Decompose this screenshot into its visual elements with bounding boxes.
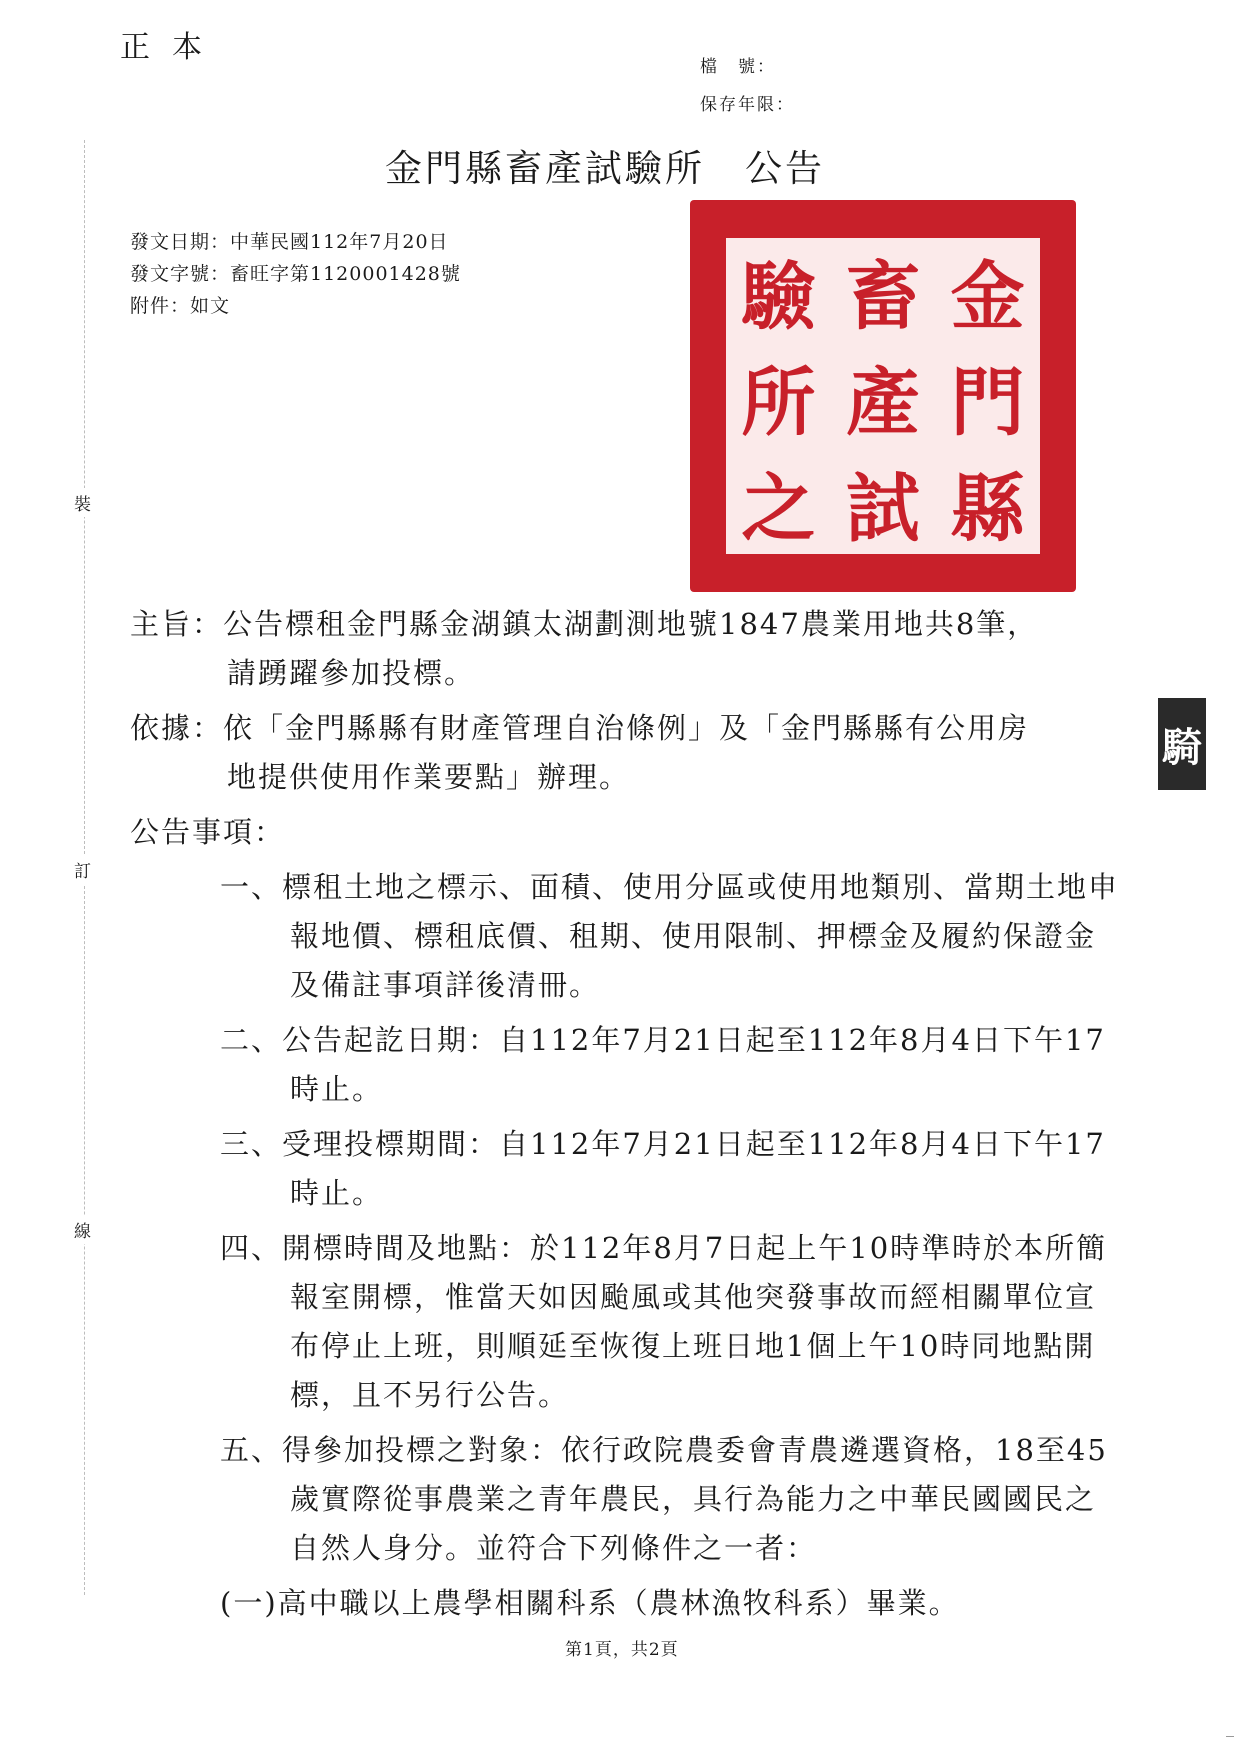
copy-type-label: 正本: [120, 30, 224, 65]
seal-char: 金: [950, 254, 1025, 340]
subject-line-1: 公告標租金門縣金湖鎮太湖劃測地號1847農業用地共8筆，: [223, 607, 1039, 641]
notice-body: [130, 600, 1120, 1628]
retention-period-label: 保存年限：: [700, 95, 795, 115]
seal-char: 畜: [846, 254, 920, 340]
seal-char: 產: [846, 360, 920, 446]
binding-mark: 線: [74, 1215, 91, 1244]
seal-char: 門: [950, 360, 1025, 446]
seal-char: 試: [846, 466, 920, 552]
notice-item: 五、得參加投標之對象：依行政院農委會青農遴選資格，18至45歲實際從事農業之青年農民，具行為能力之中華民國國民之自然人身分。並符合下列條件之一者：: [220, 1433, 1108, 1565]
binding-mark: 訂: [74, 855, 91, 884]
seal-char: 縣: [950, 466, 1025, 552]
basis-line-1: 依「金門縣縣有財產管理自治條例」及「金門縣縣有公用房: [223, 711, 1030, 745]
notice-item: 四、開標時間及地點：於112年8月7日起上午10時準時於本所簡報室開標，惟當天如因颱風或其他突發事故而經相關單位宣布停止上班，則順延至恢復上班日地1個上午10時同地點開標，且不另行公告。: [220, 1231, 1108, 1412]
seal-char: 所: [741, 360, 816, 446]
side-seal-stamp: 騎: [1158, 698, 1206, 790]
notice-sub-item: (一)高中職以上農學相關科系（農林漁牧科系）畢業。: [220, 1586, 960, 1620]
scan-corner-mark: [1226, 1736, 1234, 1737]
basis-line-2: 地提供使用作業要點」辦理。: [227, 760, 631, 794]
page-number-footer: 第1頁，共2頁: [565, 1640, 679, 1660]
notice-item: 三、受理投標期間：自112年7月21日起至112年8月4日下午17時止。: [220, 1127, 1106, 1210]
subject-section: [130, 600, 1120, 698]
subject-line-2: 請踴躍參加投標。: [227, 656, 476, 690]
seal-char: 之: [741, 466, 816, 552]
file-number-label: 檔 號：: [700, 57, 776, 77]
basis-section: [130, 704, 1120, 802]
seal-inner-field: [726, 238, 1040, 554]
document-header-fields: [130, 226, 461, 322]
binding-mark: 裝: [74, 488, 91, 517]
document-title: 金門縣畜產試驗所 公告: [385, 147, 825, 190]
seal-characters: [726, 238, 1040, 554]
seal-char: 驗: [741, 254, 816, 340]
issue-date: 發文日期：中華民國112年7月20日: [130, 231, 449, 253]
subject-label: 主旨：: [130, 607, 224, 641]
notice-item: 二、公告起訖日期：自112年7月21日起至112年8月4日下午17時止。: [220, 1023, 1106, 1106]
attachment-note: 附件：如文: [130, 295, 231, 317]
reference-number: 發文字號：畜旺字第1120001428號: [130, 263, 461, 285]
basis-label: 依據：: [130, 711, 224, 745]
official-seal-stamp: [690, 200, 1076, 592]
notice-items-heading: 公告事項：: [130, 815, 286, 849]
notice-item: 一、標租土地之標示、面積、使用分區或使用地類別、當期土地申報地價、標租底價、租期、使用限制、押標金及履約保證金及備註事項詳後清冊。: [220, 870, 1120, 1002]
